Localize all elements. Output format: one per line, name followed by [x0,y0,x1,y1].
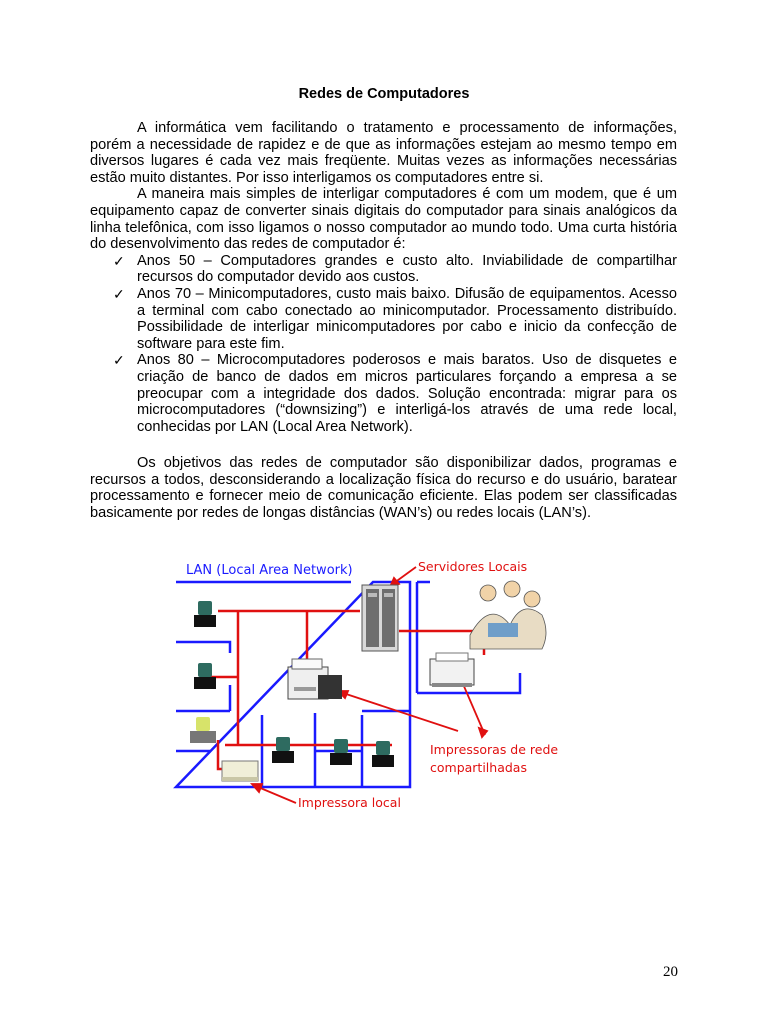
list-item: ✓ Anos 80 – Microcomputadores poderosos e mais baratos. Uso de disquetes e criação de banco de dados em micros particulares forçando a empresa a se preocupar com a integridade dos dados. Solução encontrada: migrar para os microcomputadores (“downsizing”) e interligá-los através de uma rede local, conhecidas por LAN (Local Area Network). [113,352,677,435]
list-item: ✓ Anos 70 – Minicomputadores, custo mais baixo. Difusão de equipamentos. Acesso a terminal com cabo conectado ao minicomputador. Processamento distribuído. Possibilidade de interligar minicomputadores por cabo e inicio da confecção de software para este fim. [113,285,677,352]
checkmark-icon: ✓ [113,252,125,269]
page-number: 20 [663,964,678,980]
network-printer-icon [430,653,474,687]
server-icon [362,585,398,651]
page-title: Redes de Computadores [298,86,470,102]
body-text [90,120,677,435]
lan-label: LAN (Local Area Network) [186,563,353,578]
paragraph-3: Os objetivos das redes de computador são disponibilizar dados, programas e recursos a todos, desconsiderando a localização física do recurso e do usuário, baratear processamento e fornecer meio de comunicação eficiente. Elas podem ser classificadas basicamente por redes de longas distâncias (WAN’s) ou redes locais (LAN’s). [90,455,677,521]
workstation-icon [272,737,294,763]
workstation-icon [194,601,216,627]
network-printer-icon [288,659,342,699]
network-printers-label-line2: compartilhadas [430,760,527,775]
checkmark-icon: ✓ [113,352,125,369]
checkmark-icon: ✓ [113,285,125,302]
paragraph-1: A informática vem facilitando o tratamento e processamento de informações, porém a necessidade de rapidez e de que as informações estejam ao mesmo tempo em diversos lugares é cada vez mais freqüente. Muitas vezes as informações necessárias estão muito distantes. Por isso interligamos os computadores entre si. [90,120,677,186]
local-printer-label: Impressora local [298,795,401,810]
paragraph-2: A maneira mais simples de interligar computadores é com um modem, que é um equipamento capaz de converter sinais digitais do computador para sinais analógicos da linha telefônica, com isso ligamos o nosso computador ao mundo todo. Uma curta história do desenvolvimento das redes de computador é: [90,186,677,253]
people-meeting-icon [470,581,546,649]
lan-diagram [170,555,570,817]
servers-label: Servidores Locais [418,559,528,574]
list-item: ✓ Anos 50 – Computadores grandes e custo alto. Inviabilidade de compartilhar recursos do computador devido aos custos. [113,252,677,286]
workstation-icon [190,717,216,743]
local-printer-icon [222,761,258,781]
history-list [90,253,677,436]
network-printers-label-line1: Impressoras de rede [430,742,559,757]
